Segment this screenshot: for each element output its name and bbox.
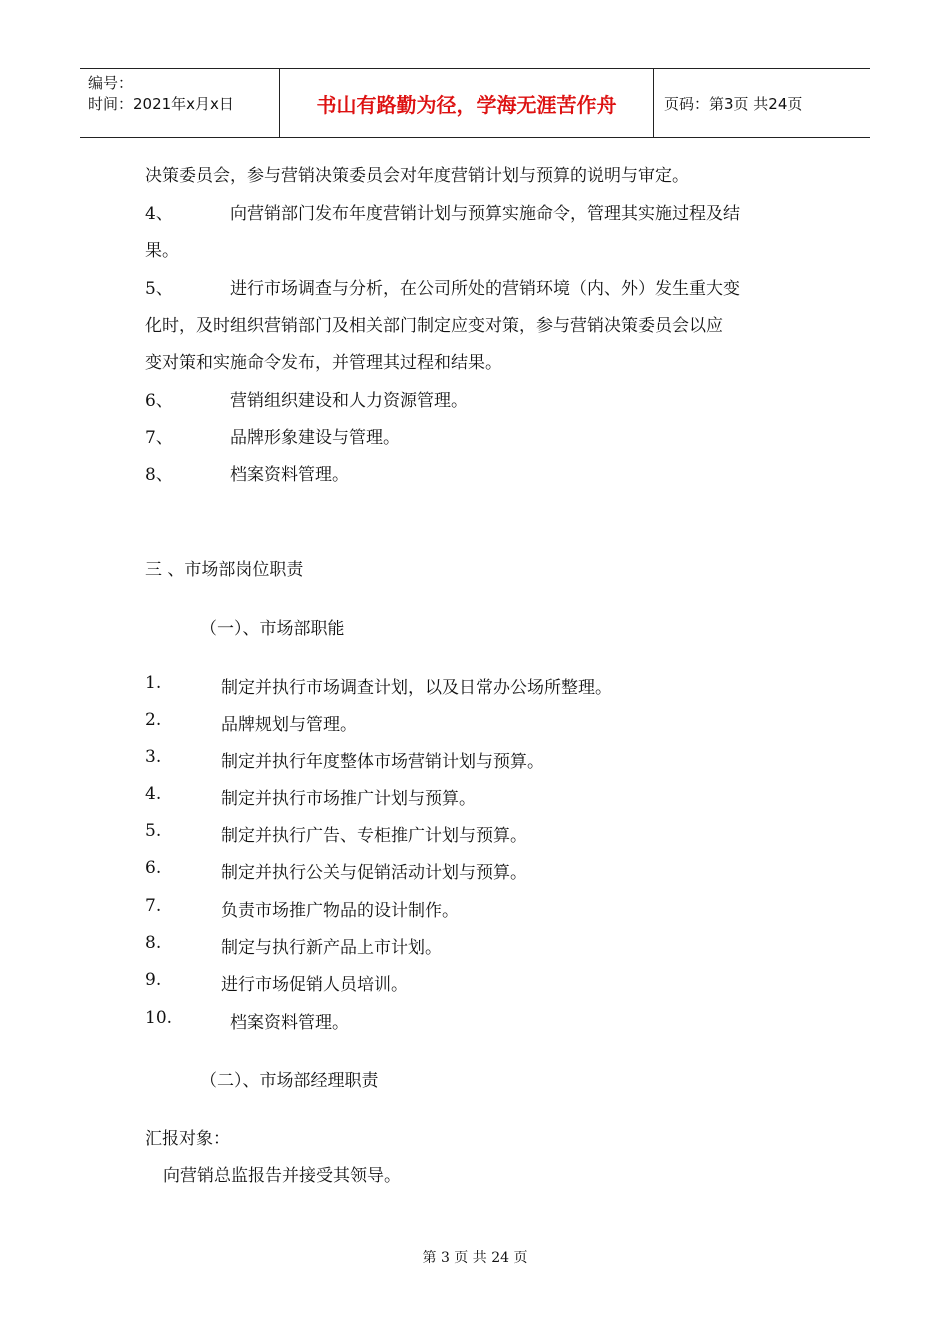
page-footer: 第 3 页 共 24 页	[422, 1250, 528, 1266]
function-number: 7.	[145, 896, 162, 916]
function-number: 8.	[145, 933, 162, 953]
duty-text: 品牌形象建设与管理。	[230, 428, 400, 448]
duty-number: 7、	[145, 428, 173, 448]
duty-number: 4、	[145, 204, 173, 224]
function-number: 2.	[145, 710, 162, 730]
subsection-title: （一）、市场部职能	[200, 619, 345, 639]
function-number: 3.	[145, 747, 162, 767]
subsection-title: （二）、市场部经理职责	[200, 1071, 379, 1091]
function-text: 制定并执行广告、专柜推广计划与预算。	[221, 826, 527, 846]
duty-text: 进行市场调查与分析，在公司所处的营销环境（内、外）发生重大变	[230, 279, 740, 299]
function-text: 制定并执行市场推广计划与预算。	[221, 789, 476, 809]
duty-text: 档案资料管理。	[230, 465, 349, 485]
intro-line: 决策委员会，参与营销决策委员会对年度营销计划与预算的说明与审定。	[145, 166, 689, 186]
function-text: 制定并执行年度整体市场营销计划与预算。	[221, 752, 544, 772]
page-header	[80, 68, 870, 138]
function-text: 品牌规划与管理。	[221, 715, 357, 735]
function-text: 档案资料管理。	[230, 1013, 349, 1033]
function-number: 6.	[145, 858, 162, 878]
header-motto: 书山有路勤为径，学海无涯苦作舟	[280, 69, 654, 137]
function-number: 9.	[145, 970, 162, 990]
function-text: 制定与执行新产品上市计划。	[221, 938, 442, 958]
duty-text: 向营销部门发布年度营销计划与预算实施命令，管理其实施过程及结	[230, 204, 740, 224]
duty-continuation: 化时，及时组织营销部门及相关部门制定应变对策，参与营销决策委员会以应	[145, 316, 723, 336]
section-title: 三 、市场部岗位职责	[145, 560, 304, 580]
duty-continuation: 果。	[145, 241, 179, 261]
function-text: 负责市场推广物品的设计制作。	[221, 901, 459, 921]
function-text: 制定并执行公关与促销活动计划与预算。	[221, 863, 527, 883]
duty-number: 6、	[145, 391, 173, 411]
function-number: 10.	[145, 1008, 173, 1028]
header-page-label: 页码：第3页 共24页	[664, 94, 803, 113]
report-label: 汇报对象：	[145, 1129, 230, 1149]
duty-number: 5、	[145, 279, 173, 299]
function-text: 制定并执行市场调查计划，以及日常办公场所整理。	[221, 678, 612, 698]
header-date-label: 时间：2021年x月x日	[88, 95, 234, 113]
function-number: 5.	[145, 821, 162, 841]
duty-text: 营销组织建设和人力资源管理。	[230, 391, 468, 411]
function-number: 4.	[145, 784, 162, 804]
duty-continuation: 变对策和实施命令发布，并管理其过程和结果。	[145, 353, 502, 373]
function-number: 1.	[145, 673, 162, 693]
report-text: 向营销总监报告并接受其领导。	[163, 1166, 401, 1186]
function-text: 进行市场促销人员培训。	[221, 975, 408, 995]
header-number-label: 编号：	[88, 74, 134, 92]
duty-number: 8、	[145, 465, 173, 485]
header-left-cell	[80, 69, 280, 137]
